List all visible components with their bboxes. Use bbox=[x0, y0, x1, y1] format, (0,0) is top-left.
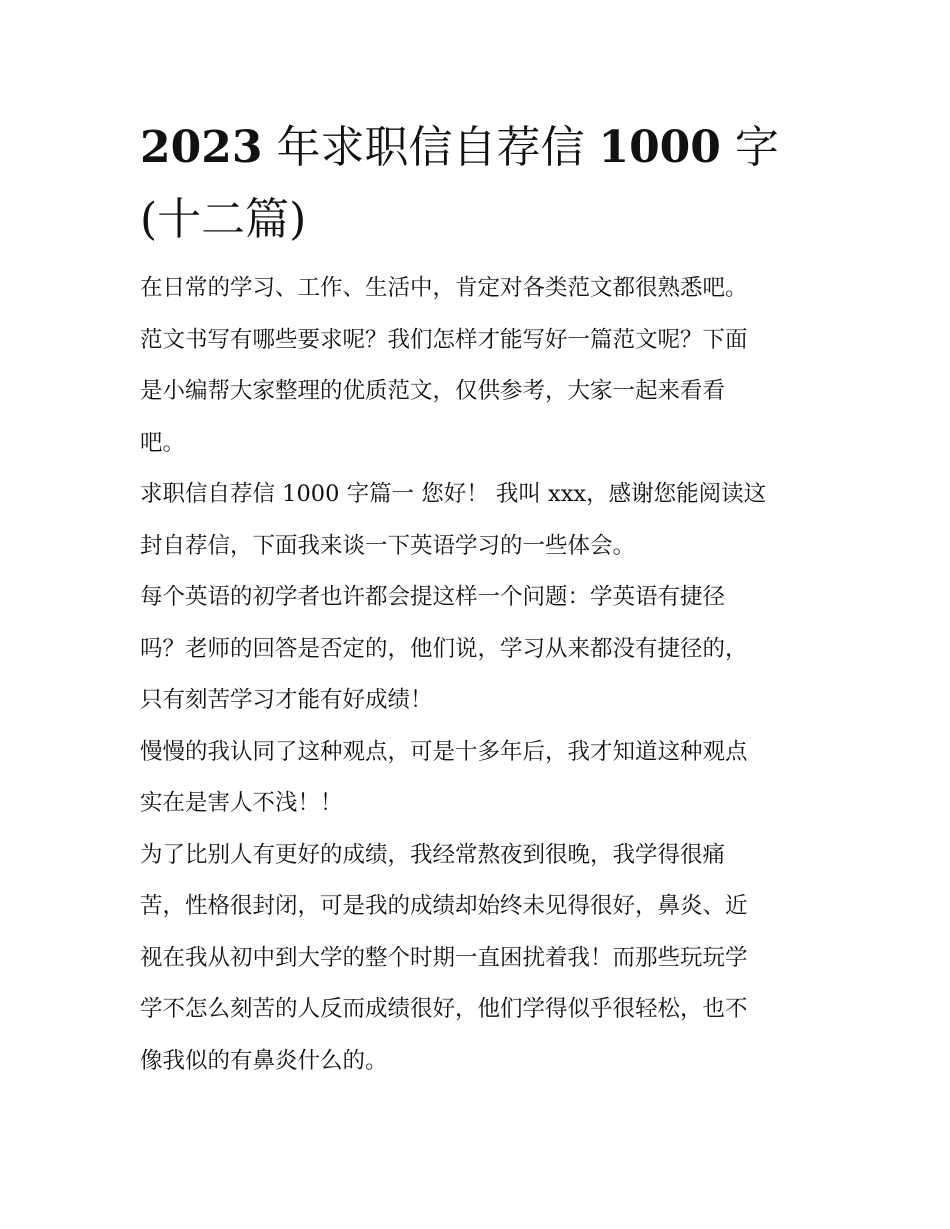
text-line: 吧。 bbox=[140, 429, 186, 456]
document-body bbox=[140, 112, 812, 1087]
paragraph-greeting bbox=[140, 469, 812, 572]
title-count: 1000 bbox=[598, 122, 721, 173]
text-line: 慢慢的我认同了这种观点，可是十多年后，我才知道这种观点 bbox=[140, 738, 748, 765]
text-line: 为了比别人有更好的成绩，我经常熬夜到很晚，我学得很痛 bbox=[140, 841, 726, 868]
text-line: 学不怎么刻苦的人反而成绩很好，他们学得似乎很轻松，也不 bbox=[140, 996, 748, 1022]
text-line: 只有刻苦学习才能有好成绩！ bbox=[140, 687, 433, 713]
text-line: 实在是害人不浅！！ bbox=[140, 790, 343, 816]
paragraph-question bbox=[140, 572, 812, 727]
text-line: 范文书写有哪些要求呢？我们怎样才能写好一篇范文呢？下面 bbox=[140, 326, 748, 353]
paragraph-intro bbox=[140, 263, 812, 469]
title-line-1 bbox=[140, 112, 812, 184]
paragraph-experience bbox=[140, 830, 812, 1088]
text-line: 吗？老师的回答是否定的，他们说，学习从来都没有捷径的， bbox=[140, 635, 748, 662]
paragraph-view bbox=[140, 727, 812, 830]
title-line-2: (十二篇) bbox=[140, 194, 307, 245]
text-line: 每个英语的初学者也许都会提这样一个问题：学英语有捷径 bbox=[140, 584, 726, 610]
text-line: 苦，性格很封闭，可是我的成绩却始终未见得很好，鼻炎、近 bbox=[140, 893, 748, 919]
title-unit: 字 bbox=[720, 122, 779, 173]
text-line: 是小编帮大家整理的优质范文，仅供参考，大家一起来看看 bbox=[140, 378, 726, 404]
title-year: 2023 bbox=[140, 122, 263, 173]
document-title bbox=[140, 112, 812, 256]
text-line: 封自荐信，下面我来谈一下英语学习的一些体会。 bbox=[140, 532, 636, 559]
title-text: 年求职信自荐信 bbox=[262, 122, 599, 173]
text-line: 像我似的有鼻炎什么的。 bbox=[140, 1047, 388, 1074]
text-line: 视在我从初中到大学的整个时期一直困扰着我！而那些玩玩学 bbox=[140, 944, 748, 971]
text-line: 在日常的学习、工作、生活中，肯定对各类范文都很熟悉吧。 bbox=[140, 275, 748, 301]
text-line: 求职信自荐信 1000 字篇一 您好！ 我叫 xxx，感谢您能阅读这 bbox=[140, 481, 767, 507]
